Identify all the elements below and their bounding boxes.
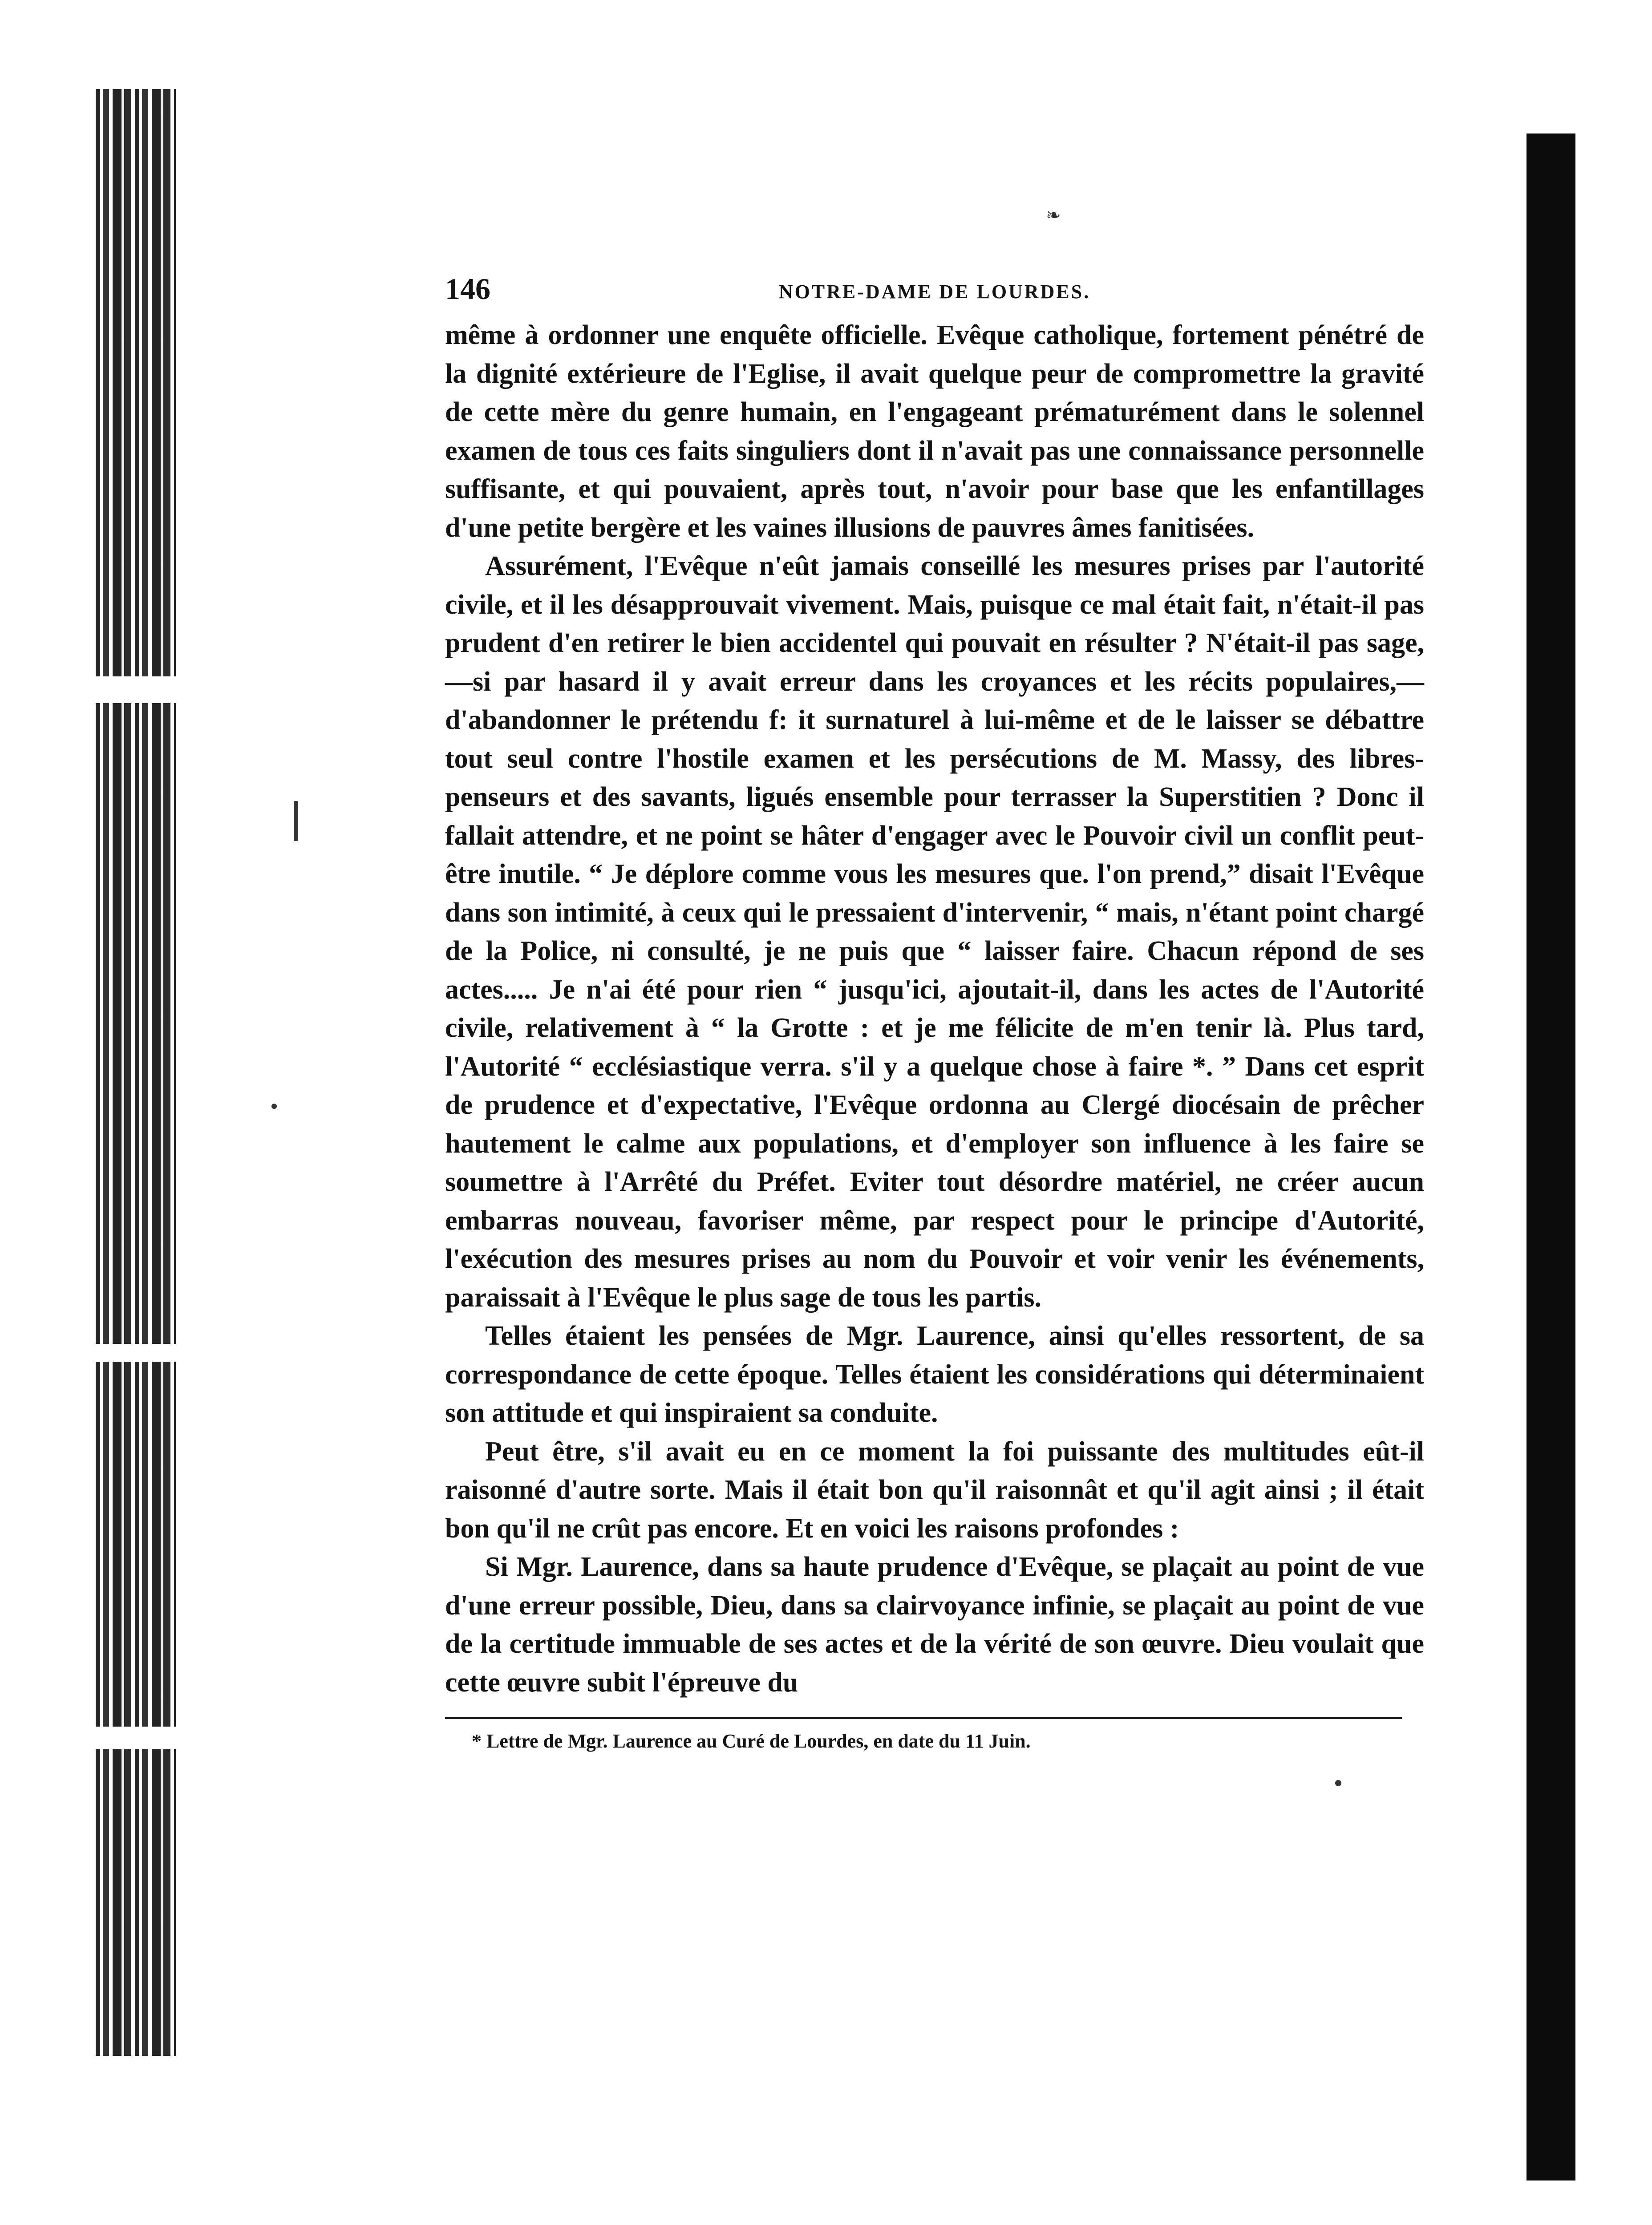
scan-speck <box>1335 1780 1341 1786</box>
body-text <box>445 316 1424 1702</box>
binding-gap <box>96 1344 176 1362</box>
scan-speck <box>294 801 298 841</box>
paragraph: Assurément, l'Evêque n'eût jamais conseillé les mesures prises par l'autorité civile, et il les désapprouvait vivement. Mais, puisque ce mal était fait, n'était-il pas prudent d'en retirer le bien accidentel qui pouvait en résulter ? N'était-il pas sage,—si par hasard il y avait erreur dans les croyances et les récits populaires,—d'abandonner le prétendu f: it surnaturel à lui-même et de le laisser se débattre tout seul contre l'hostile examen et les persécutions de M. Massy, des libres-penseurs et des savants, ligués ensemble pour terrasser la Superstitien ? Donc il fallait attendre, et ne point se hâter d'engager avec le Pouvoir civil un conflit peut-être inutile. “ Je déplore comme vous les mesures que. l'on prend,” disait l'Evêque dans son intimité, à ceux qui le pressaient d'intervenir, “ mais, n'étant point chargé de la Police, ni consulté, je ne puis que “ laisser faire. Chacun répond de ses actes..... Je n'ai été pour rien “ jusqu'ici, ajoutait-il, dans les actes de l'Autorité civile, relativement à “ la Grotte : et je me félicite de m'en tenir là. Plus tard, l'Autorité “ ecclésiastique verra. s'il y a quelque chose à faire *. ” Dans cet esprit de prudence et d'expectative, l'Evêque ordonna au Clergé diocésain de prêcher hautement le calme aux populations, et d'employer son influence à les faire se soumettre à l'Arrêté du Préfet. Eviter tout désordre matériel, ne créer aucun embarras nouveau, favoriser même, par respect pour le principe d'Autorité, l'exécution des mesures prises au nom du Pouvoir et voir venir les événements, paraissait à l'Evêque le plus sage de tous les partis. <box>445 551 1424 1313</box>
binding-edge <box>96 89 176 2056</box>
running-head <box>445 267 1424 316</box>
binding-gap <box>96 676 176 703</box>
page-edge-bar <box>1526 134 1575 2180</box>
footnote-rule <box>445 1717 1402 1719</box>
paragraph: Si Mgr. Laurence, dans sa haute prudence d'Evêque, se plaçait au point de vue d'une erreur possible, Dieu, dans sa clairvoyance infinie, se plaçait au point de vue de la certitude immuable de ses actes et de la vérité de son œuvre. Dieu voulait que cette œuvre subit l'épreuve du <box>445 1552 1424 1698</box>
paragraph: même à ordonner une enquête officielle. Evêque catholique, fortement pénétré de la dignité extérieure de l'Eglise, il avait quelque peur de compromettre la gravité de cette mère du genre humain, en l'engageant prématurément dans le solennel examen de tous ces faits singuliers dont il n'avait pas une connaissance personnelle suffisante, et qui pouvaient, après tout, n'avoir pour base que les enfantillages d'une petite bergère et les vaines illusions de pauvres âmes fanitisées. <box>445 320 1424 543</box>
scan-speck <box>271 1104 277 1109</box>
ornament-mark: ❧ <box>1046 205 1061 225</box>
running-title: NOTRE-DAME DE LOURDES. <box>778 281 1091 303</box>
paragraph: Telles étaient les pensées de Mgr. Laurence, ainsi qu'elles ressortent, de sa correspondance de cette époque. Telles étaient les considérations qui déterminaient son attitude et qui inspiraient sa conduite. <box>445 1321 1424 1428</box>
page-number: 146 <box>445 272 490 306</box>
binding-gap <box>96 1727 176 1749</box>
book-page <box>445 267 1424 1752</box>
footnote: * Lettre de Mgr. Laurence au Curé de Lourdes, en date du 11 Juin. <box>472 1730 1031 1752</box>
paragraph: Peut être, s'il avait eu en ce moment la foi puissante des multitudes eût-il raisonné d'autre sorte. Mais il était bon qu'il raisonnât et qu'il agit ainsi ; il était bon qu'il ne crût pas encore. Et en voici les raisons profondes : <box>445 1436 1424 1544</box>
